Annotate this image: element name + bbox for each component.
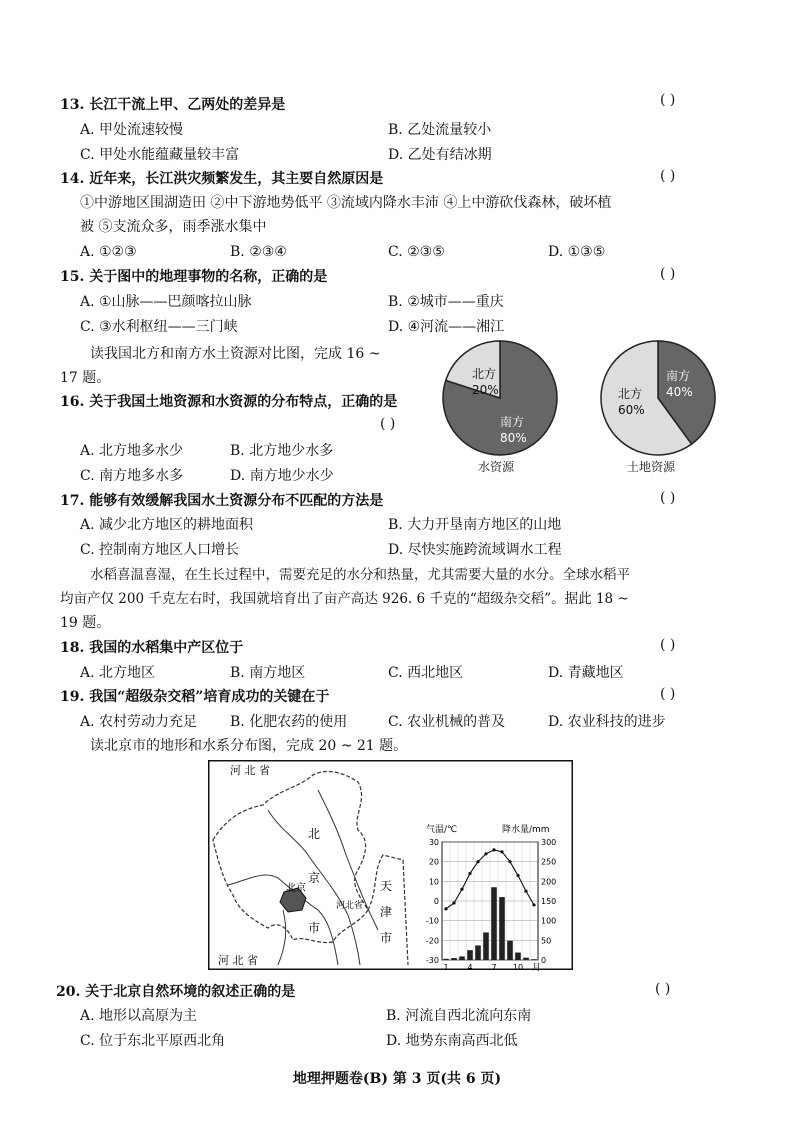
- temp-tick-label: -20: [425, 936, 439, 946]
- beijing-label-2: 京: [308, 871, 321, 885]
- water-south-value: 80%: [500, 431, 527, 445]
- temp-tick-label: 0: [433, 897, 439, 906]
- q17-option-d: D. 尽快实施跨流域调水工程: [388, 542, 562, 558]
- land-south-label: 南方: [666, 369, 691, 383]
- q13-answer-paren: ( ): [660, 92, 676, 108]
- precip-tick-label: 150: [541, 897, 557, 906]
- q20-answer-paren: ( ): [655, 981, 671, 997]
- q18-option-b: B. 南方地区: [230, 665, 306, 681]
- temp-point-month-9: [508, 860, 511, 863]
- month-tick-label: 1: [443, 963, 449, 972]
- q13-option-a: A. 甲处流速较慢: [80, 122, 184, 138]
- q17-option-a: A. 减少北方地区的耕地面积: [80, 517, 254, 533]
- q15-stem: 15. 关于图中的地理事物的名称，正确的是: [60, 269, 328, 285]
- q14-option-a: A. ①②③: [80, 244, 137, 260]
- temp-point-month-2: [452, 901, 455, 904]
- intro-20-21: 读北京市的地形和水系分布图，完成 20 ~ 21 题。: [90, 738, 408, 754]
- q18-answer-paren: ( ): [660, 637, 676, 653]
- precip-bar-month-10: [515, 953, 521, 960]
- precip-bar-month-8: [499, 897, 505, 960]
- temp-axis-label: 气温/℃: [426, 825, 458, 835]
- q15-option-b: B. ②城市——重庆: [388, 294, 504, 310]
- q14-line1: ①中游地区围湖造田 ②中下游地势低平 ③流域内降水丰沛 ④上中游砍伐森林，破坏植: [80, 195, 612, 211]
- q16-option-c: C. 南方地多水多: [80, 468, 184, 484]
- q13-option-b: B. 乙处流量较小: [388, 122, 492, 138]
- month-tick-label: 7: [491, 963, 497, 972]
- intro-18-19-line3: 19 题。: [60, 615, 111, 631]
- q18-stem: 18. 我国的水稻集中产区位于: [60, 640, 244, 656]
- month-tick-label: 10: [512, 963, 524, 972]
- q15-option-d: D. ④河流——湘江: [388, 319, 505, 335]
- tianjin-label-1: 天: [380, 879, 393, 893]
- q13-option-d: D. 乙处有结冰期: [388, 147, 492, 163]
- temp-point-month-11: [524, 890, 527, 893]
- q20-option-c: C. 位于东北平原西北角: [80, 1033, 226, 1049]
- q19-option-b: B. 化肥农药的使用: [230, 714, 348, 730]
- precip-bar-month-11: [523, 958, 529, 960]
- q14-option-c: C. ②③⑤: [388, 244, 445, 260]
- q20-option-a: A. 地形以高原为主: [80, 1008, 198, 1024]
- water-north-label: 北方: [472, 367, 497, 381]
- temp-tick-label: -30: [425, 956, 439, 965]
- q17-stem: 17. 能够有效缓解我国水土资源分布不匹配的方法是: [60, 493, 384, 509]
- q15-option-a: A. ①山脉——巴颜喀拉山脉: [80, 294, 252, 310]
- precip-axis-label: 降水量/mm: [502, 825, 550, 835]
- q15-answer-paren: ( ): [660, 266, 676, 282]
- temp-point-month-10: [516, 874, 519, 877]
- land-pie-title: 土地资源: [627, 460, 676, 474]
- precip-tick-label: 0: [541, 956, 547, 965]
- temp-point-month-3: [460, 888, 463, 891]
- temp-point-month-4: [468, 872, 471, 875]
- temp-point-month-5: [476, 860, 479, 863]
- q16-option-a: A. 北方地多水少: [80, 443, 184, 459]
- q19-option-a: A. 农村劳动力充足: [80, 714, 198, 730]
- precip-tick-label: 50: [541, 936, 552, 946]
- water-pie-title: 水资源: [478, 460, 515, 474]
- beijing-city-label: 北京: [286, 883, 306, 894]
- land-south-value: 40%: [666, 385, 693, 399]
- precip-bar-month-1: [443, 959, 449, 960]
- q16-option-d: D. 南方地少水少: [230, 468, 334, 484]
- beijing-label-1: 北: [308, 827, 321, 841]
- q17-answer-paren: ( ): [660, 490, 676, 506]
- precip-bar-month-6: [483, 932, 489, 960]
- tianjin-label-3: 市: [380, 931, 393, 945]
- temp-tick-label: 10: [428, 877, 439, 887]
- water-south-label: 南方: [500, 415, 525, 429]
- q18-option-c: C. 西北地区: [388, 665, 464, 681]
- land-north-label: 北方: [618, 387, 643, 401]
- month-tick-label: 4: [467, 963, 473, 972]
- precip-bar-month-4: [467, 950, 473, 960]
- temp-point-month-8: [500, 850, 503, 853]
- hebei-bottom-label: 河 北 省: [218, 954, 258, 967]
- precip-tick-label: 200: [541, 877, 557, 887]
- hebei-small-label: 河北省: [336, 901, 364, 911]
- q17-option-c: C. 控制南方地区人口增长: [80, 542, 240, 558]
- water-north-value: 20%: [472, 383, 499, 397]
- q19-option-d: D. 农业科技的进步: [548, 714, 666, 730]
- q18-option-a: A. 北方地区: [80, 665, 156, 681]
- q13-stem: 13. 长江干流上甲、乙两处的差异是: [60, 97, 286, 113]
- q16-stem: 16. 关于我国土地资源和水资源的分布特点，正确的是: [60, 394, 398, 410]
- precip-tick-label: 100: [541, 916, 557, 926]
- precip-bar-month-9: [507, 941, 513, 960]
- q17-option-b: B. 大力开垦南方地区的山地: [388, 517, 562, 533]
- q14-line2: 被 ⑤支流众多，雨季涨水集中: [80, 219, 267, 235]
- q14-option-b: B. ②③④: [230, 244, 287, 260]
- x-axis-label: 月: [532, 963, 542, 973]
- q15-option-c: C. ③水利枢纽——三门峡: [80, 319, 238, 335]
- q14-stem: 14. 近年来，长江洪灾频繁发生，其主要自然原因是: [60, 171, 384, 187]
- page-footer: 地理押题卷(B) 第 3 页(共 6 页): [292, 1071, 502, 1087]
- temp-point-month-12: [532, 903, 535, 906]
- intro-18-19-line2: 均亩产仅 200 千克左右时，我国就培育出了亩产高达 926. 6 千克的“超级杂交稻”。据此 18 ~: [60, 591, 629, 607]
- temp-tick-label: 30: [428, 838, 439, 847]
- q16-option-b: B. 北方地少水多: [230, 443, 334, 459]
- beijing-climate-chart: [420, 822, 570, 974]
- q14-option-d: D. ①③⑤: [548, 244, 606, 260]
- q20-option-b: B. 河流自西北流向东南: [386, 1008, 532, 1024]
- water-resources-pie: [440, 338, 560, 458]
- beijing-label-3: 市: [308, 921, 321, 935]
- q14-answer-paren: ( ): [660, 168, 676, 184]
- q20-stem: 20. 关于北京自然环境的叙述正确的是: [56, 984, 296, 1000]
- q19-option-c: C. 农业机械的普及: [388, 714, 506, 730]
- intro-16-17-line1: 读我国北方和南方水土资源对比图，完成 16 ~: [90, 346, 381, 362]
- precip-bar-month-2: [451, 958, 457, 960]
- precip-tick-label: 250: [541, 857, 557, 867]
- precip-tick-label: 300: [541, 838, 557, 847]
- temp-point-month-7: [492, 848, 495, 851]
- temp-tick-label: 20: [428, 857, 439, 867]
- q19-answer-paren: ( ): [660, 686, 676, 702]
- tianjin-label-2: 津: [380, 905, 393, 919]
- land-north-value: 60%: [618, 403, 645, 417]
- q13-option-c: C. 甲处水能蕴藏量较丰富: [80, 147, 240, 163]
- q20-option-d: D. 地势东南高西北低: [386, 1033, 518, 1049]
- precip-bar-month-3: [459, 956, 465, 960]
- intro-16-17-line2: 17 题。: [60, 370, 111, 386]
- precip-bar-month-7: [491, 887, 497, 960]
- precip-bar-month-12: [531, 959, 537, 960]
- temp-point-month-1: [444, 907, 447, 910]
- land-resources-pie: [598, 338, 718, 458]
- q19-stem: 19. 我国“超级杂交稻”培育成功的关键在于: [60, 689, 330, 705]
- temp-point-month-6: [484, 852, 487, 855]
- temp-tick-label: -10: [425, 916, 439, 926]
- q18-option-d: D. 青藏地区: [548, 665, 624, 681]
- q16-answer-paren: ( ): [380, 416, 396, 432]
- precip-bar-month-5: [475, 945, 481, 960]
- hebei-top-label: 河 北 省: [230, 764, 270, 777]
- intro-18-19-line1: 水稻喜温喜湿，在生长过程中，需要充足的水分和热量，尤其需要大量的水分。全球水稻平: [90, 567, 630, 583]
